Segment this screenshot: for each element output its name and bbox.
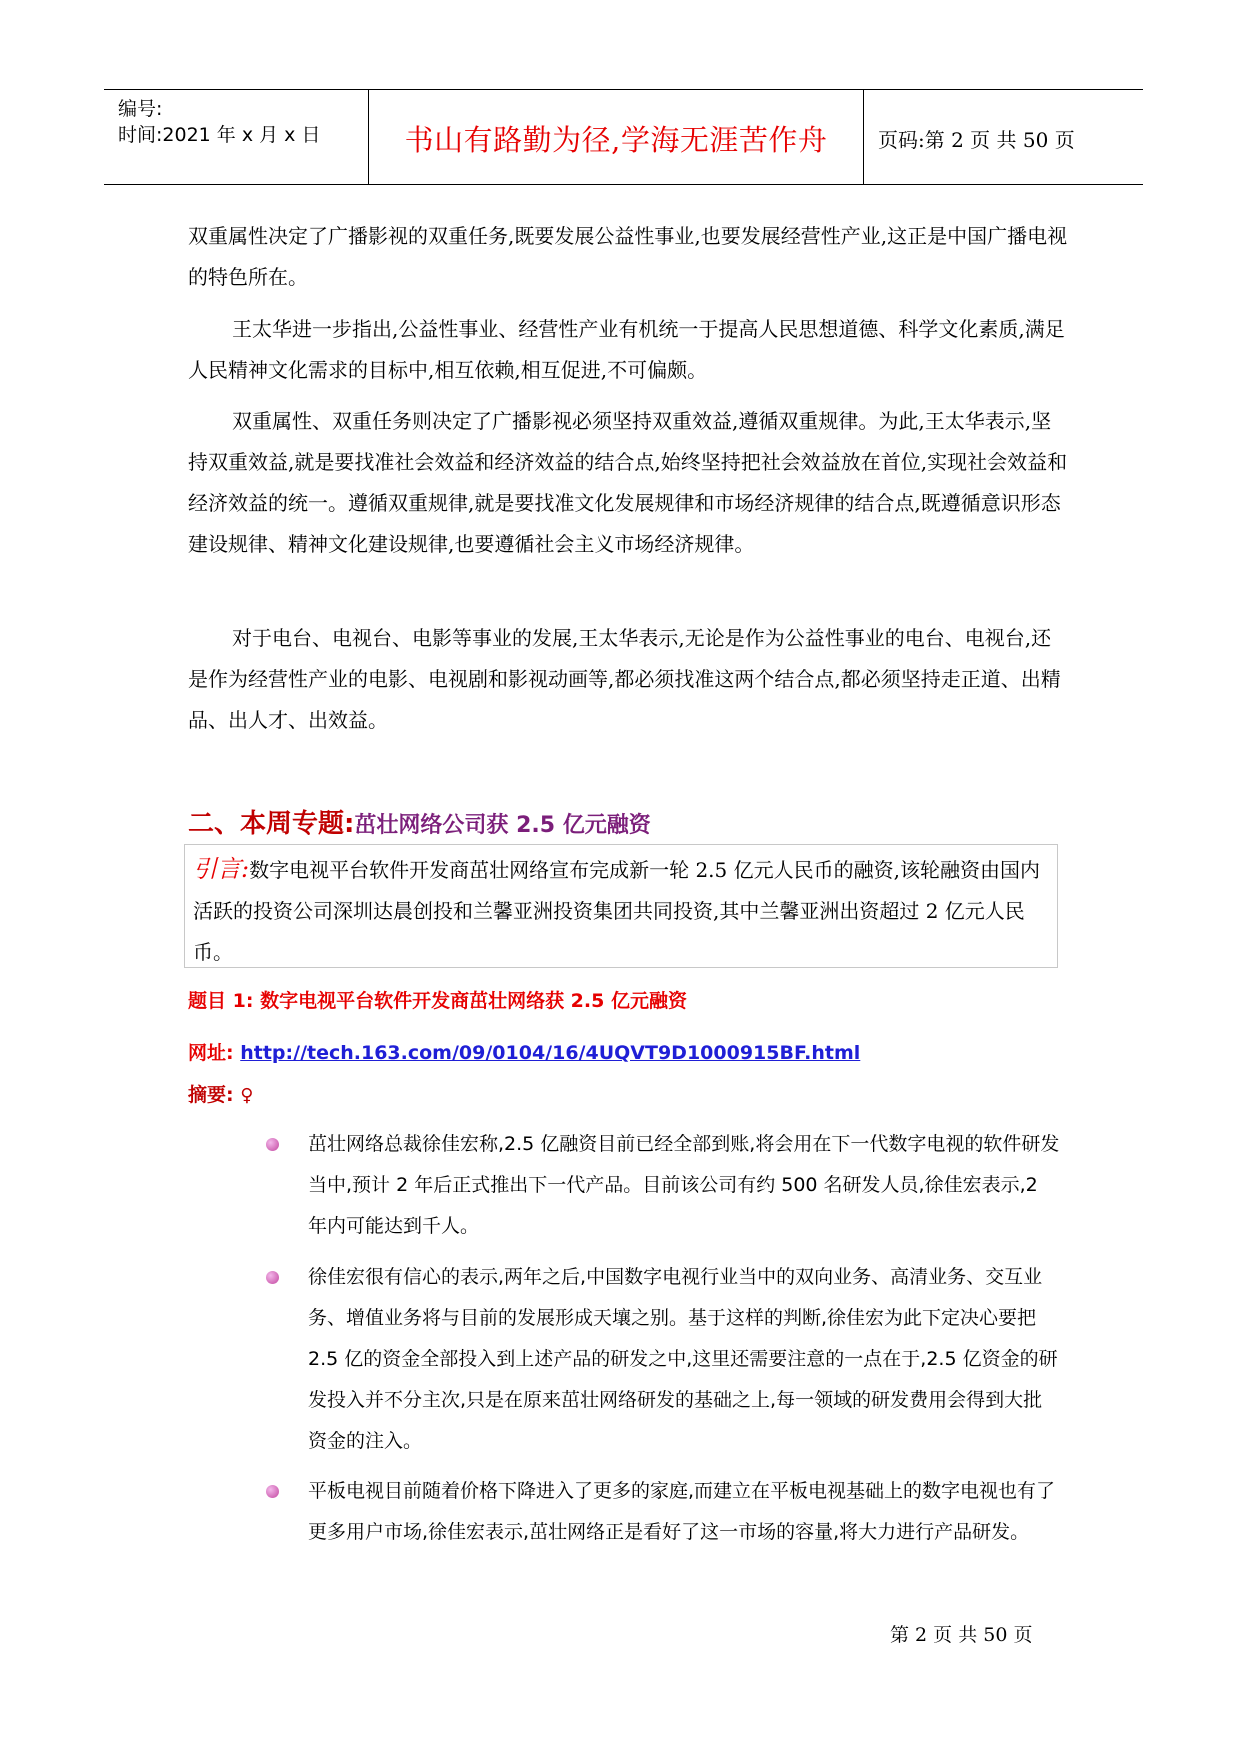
header-motto: 书山有路勤为径,学海无涯苦作舟 [404, 123, 828, 157]
header-motto-cell [369, 90, 864, 184]
document-number-label: 编号: [118, 98, 163, 120]
url-line [188, 1038, 860, 1065]
paragraph [188, 216, 1068, 298]
list-item [308, 1257, 1060, 1462]
header-meta-cell [104, 90, 369, 184]
topic-label: 题目 1: [188, 990, 254, 1012]
bullet-icon [266, 1485, 279, 1498]
paragraph-text: 双重属性、双重任务则决定了广播影视必须坚持双重效益,遵循双重规律。为此,王太华表示,坚持双重效益,就是要找准社会效益和经济效益的结合点,始终坚持把社会效益放在首位,实现社会效益和经济效益的统一。遵循双重规律,就是要找准文化发展规律和市场经济规律的结合点,既遵循意识形态建设规律、精神文化建设规律,也要遵循社会主义市场经济规律。 [188, 409, 1068, 556]
bullet-icon [266, 1271, 279, 1284]
section-number: 二、本周专题: [188, 809, 355, 839]
page-header [104, 89, 1143, 185]
list-item-text: 平板电视目前随着价格下降进入了更多的家庭,而建立在平板电视基础上的数字电视也有了更多用户市场,徐佳宏表示,茁壮网络正是看好了这一市场的容量,将大力进行产品研发。 [308, 1480, 1056, 1543]
list-item-text: 徐佳宏很有信心的表示,两年之后,中国数字电视行业当中的双向业务、高清业务、交互业务、增值业务将与目前的发展形成天壤之别。基于这样的判断,徐佳宏为此下定决心要把 2.5 亿的资金全部投入到上述产品的研发之中,这里还需要注意的一点在于,2.5 亿资金的研发投入并不分主次,只是在原来茁壮网络研发的基础之上,每一领域的研发费用会得到大批资金的注入。 [308, 1266, 1058, 1452]
list-item-text: 茁壮网络总裁徐佳宏称,2.5 亿融资目前已经全部到账,将会用在下一代数字电视的软件研发当中,预计 2 年后正式推出下一代产品。目前该公司有约 500 名研发人员,徐佳宏表示,2 年内可能达到千人。 [308, 1133, 1060, 1237]
document-time-label: 时间:2021 年 x 月 x 日 [118, 124, 321, 146]
list-item [308, 1471, 1060, 1553]
abstract-mark: ♀ [240, 1085, 254, 1106]
paragraph [188, 618, 1068, 741]
quote-text: 数字电视平台软件开发商茁壮网络宣布完成新一轮 2.5 亿元人民币的融资,该轮融资由国内活跃的投资公司深圳达晨创投和兰馨亚洲投资集团共同投资,其中兰馨亚洲出资超过 2 亿元人民币。 [193, 858, 1040, 964]
section-heading [188, 803, 651, 840]
header-page-code: 页码:第 2 页 共 50 页 [878, 128, 1075, 152]
header-page-cell [864, 90, 1143, 184]
quote-box [184, 844, 1058, 968]
abstract-label: 摘要: [188, 1084, 234, 1106]
topic-text: 数字电视平台软件开发商茁壮网络获 2.5 亿元融资 [260, 990, 687, 1012]
paragraph-text: 对于电台、电视台、电影等事业的发展,王太华表示,无论是作为公益性事业的电台、电视台,还是作为经营性产业的电影、电视剧和影视动画等,都必须找准这两个结合点,都必须坚持走正道、出精品、出人才、出效益。 [188, 626, 1061, 732]
topic-line [188, 986, 687, 1013]
paragraph-text: 双重属性决定了广播影视的双重任务,既要发展公益性事业,也要发展经营性产业,这正是中国广播电视的特色所在。 [188, 224, 1068, 289]
section-title: 茁壮网络公司获 2.5 亿元融资 [354, 813, 651, 838]
paragraph [188, 309, 1068, 391]
quote-lead: 引言: [193, 855, 250, 883]
list-item [308, 1124, 1060, 1247]
source-link[interactable]: http://tech.163.com/09/0104/16/4UQVT9D1000915BF.html [240, 1042, 861, 1064]
bullet-icon [266, 1138, 279, 1151]
abstract-line [188, 1080, 253, 1107]
url-label: 网址: [188, 1042, 234, 1064]
page-footer: 第 2 页 共 50 页 [890, 1624, 1033, 1646]
paragraph-text: 王太华进一步指出,公益性事业、经营性产业有机统一于提高人民思想道德、科学文化素质,满足人民精神文化需求的目标中,相互依赖,相互促进,不可偏颇。 [188, 317, 1065, 382]
paragraph [188, 401, 1068, 565]
